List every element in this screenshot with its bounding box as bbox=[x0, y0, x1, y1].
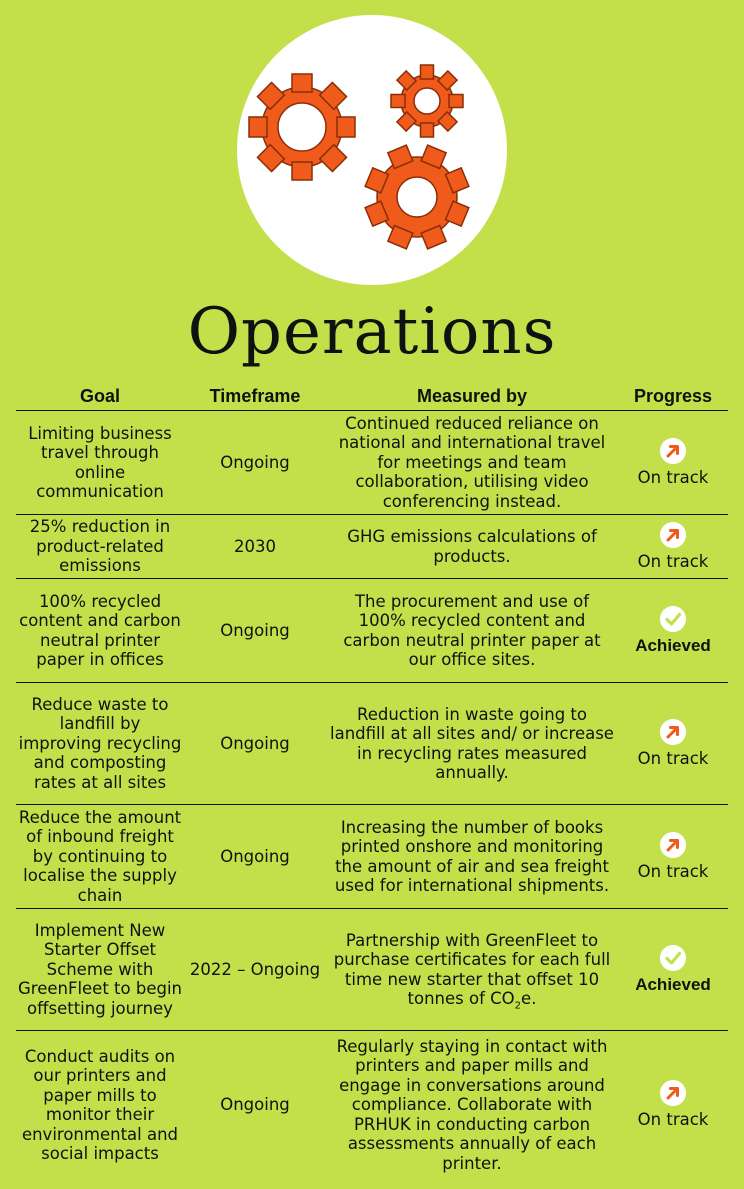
table-row bbox=[16, 909, 728, 1031]
measured-by-cell: Increasing the number of books printed onshore and monitoring the amount of air and sea freight used for international shipments. bbox=[334, 817, 610, 895]
measured-by-text: Partnership with GreenFleet to purchase certificates for each full time new starter that offset 10 tonnes of CO bbox=[333, 930, 611, 1008]
timeframe-cell: 2022 – Ongoing bbox=[189, 959, 321, 979]
progress-cell bbox=[618, 719, 728, 769]
measured-by-cell: GHG emissions calculations of products. bbox=[347, 527, 597, 566]
table-header bbox=[16, 382, 728, 411]
goal-cell: 100% recycled content and carbon neutral printer paper in offices bbox=[19, 591, 181, 669]
progress-cell bbox=[618, 832, 728, 882]
goal-cell: Limiting business travel through online communication bbox=[28, 423, 172, 501]
progress-label: Achieved bbox=[635, 635, 711, 655]
timeframe-cell: 2030 bbox=[234, 536, 276, 556]
column-header-progress: Progress bbox=[633, 385, 713, 406]
arrow-up-right-icon bbox=[660, 832, 686, 858]
table-row bbox=[16, 683, 728, 805]
table-row bbox=[16, 411, 728, 515]
measured-by-cell: Reduction in waste going to landfill at all sites and/ or increase in recycling rates measured annually. bbox=[330, 704, 614, 782]
progress-cell bbox=[618, 945, 728, 995]
goal-cell: Conduct audits on our printers and paper mills to monitor their environmental and social impacts bbox=[21, 1046, 179, 1163]
table-row bbox=[16, 579, 728, 683]
timeframe-cell: Ongoing bbox=[220, 733, 290, 753]
progress-label: On track bbox=[637, 551, 709, 571]
arrow-up-right-icon bbox=[660, 438, 686, 464]
progress-cell bbox=[618, 522, 728, 572]
table-row bbox=[16, 805, 728, 909]
checkmark-icon bbox=[660, 945, 686, 971]
progress-cell bbox=[618, 1080, 728, 1130]
progress-cell bbox=[618, 438, 728, 488]
hero-circle bbox=[237, 15, 507, 285]
goals-table bbox=[16, 382, 728, 1179]
arrow-up-right-icon bbox=[660, 719, 686, 745]
timeframe-cell: Ongoing bbox=[220, 846, 290, 866]
goal-cell: 25% reduction in product-related emissions bbox=[29, 517, 171, 576]
progress-label: On track bbox=[637, 467, 709, 487]
arrow-up-right-icon bbox=[660, 522, 686, 548]
column-header-measured-by: Measured by bbox=[416, 385, 528, 406]
page-title: Operations bbox=[187, 295, 557, 369]
goal-cell: Implement New Starter Offset Scheme with GreenFleet to begin offsetting journey bbox=[17, 920, 182, 1018]
gears-icon bbox=[237, 15, 507, 285]
measured-by-cell: The procurement and use of 100% recycled content and carbon neutral printer paper at our office sites. bbox=[343, 591, 601, 669]
progress-label: On track bbox=[637, 748, 709, 768]
measured-by-cell bbox=[326, 930, 618, 1012]
checkmark-icon bbox=[660, 606, 686, 632]
timeframe-cell: Ongoing bbox=[220, 620, 290, 640]
measured-by-cell: Continued reduced reliance on national and international travel for meetings and team collaboration, utilising video conferencing instead. bbox=[338, 413, 606, 511]
arrow-up-right-icon bbox=[660, 1080, 686, 1106]
progress-label: Achieved bbox=[635, 974, 711, 994]
timeframe-cell: Ongoing bbox=[220, 1095, 290, 1115]
progress-cell bbox=[618, 606, 728, 656]
subscript-two: 2 bbox=[514, 1000, 522, 1012]
column-header-goal: Goal bbox=[79, 385, 120, 406]
timeframe-cell: Ongoing bbox=[220, 452, 290, 472]
goal-cell: Reduce the amount of inbound freight by continuing to localise the supply chain bbox=[18, 807, 182, 905]
table-row bbox=[16, 1031, 728, 1179]
column-header-timeframe: Timeframe bbox=[209, 385, 301, 406]
progress-label: On track bbox=[637, 1110, 709, 1130]
measured-by-suffix: e. bbox=[521, 989, 537, 1008]
goal-cell: Reduce waste to landfill by improving recycling and composting rates at all sites bbox=[18, 694, 182, 792]
measured-by-cell: Regularly staying in contact with printers and paper mills and engage in conversations around compliance. Collaborate with PRHUK in conducting carbon assessments annually of each printer. bbox=[336, 1036, 608, 1173]
table-row bbox=[16, 515, 728, 579]
progress-label: On track bbox=[637, 861, 709, 881]
